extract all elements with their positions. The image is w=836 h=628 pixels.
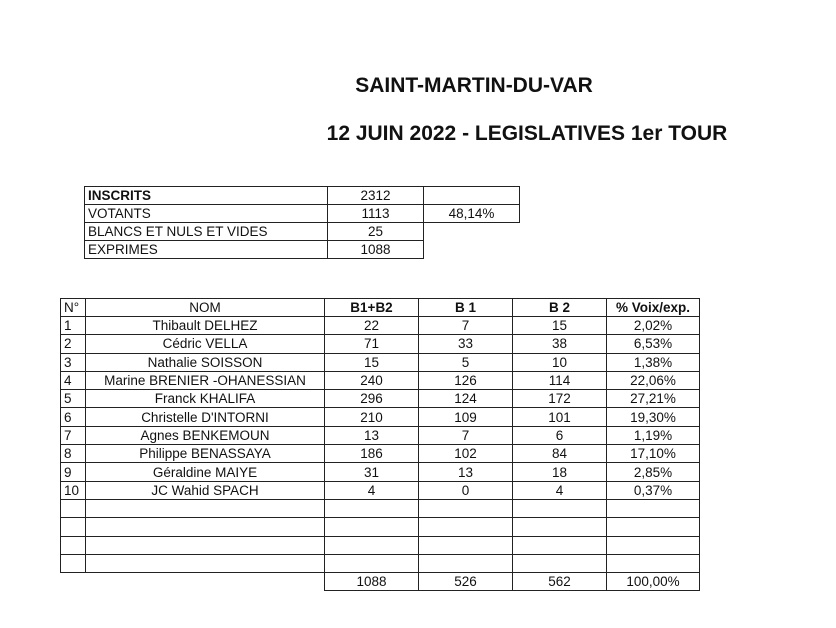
row-no: 3 xyxy=(61,353,86,371)
votes-total: 13 xyxy=(325,426,419,444)
table-row xyxy=(61,463,700,481)
candidate-name: Cédric VELLA xyxy=(86,335,325,353)
summary-row xyxy=(85,205,520,223)
summary-value: 2312 xyxy=(328,187,424,205)
votes-total: 31 xyxy=(325,463,419,481)
empty-cell xyxy=(419,518,513,536)
candidate-name: JC Wahid SPACH xyxy=(86,481,325,499)
summary-row xyxy=(85,187,520,205)
votes-pct: 6,53% xyxy=(607,335,700,353)
votes-b2: 6 xyxy=(513,426,607,444)
candidate-name: Agnes BENKEMOUN xyxy=(86,426,325,444)
empty-cell xyxy=(61,554,86,572)
votes-pct: 1,19% xyxy=(607,426,700,444)
votes-b1: 102 xyxy=(419,445,513,463)
row-no: 5 xyxy=(61,390,86,408)
row-no: 2 xyxy=(61,335,86,353)
empty-row xyxy=(61,536,700,554)
summary-row xyxy=(85,241,520,259)
table-row xyxy=(61,390,700,408)
summary-pct xyxy=(424,187,520,205)
votes-total: 15 xyxy=(325,353,419,371)
col-header-nom: NOM xyxy=(86,299,325,317)
col-header-pct: % Voix/exp. xyxy=(607,299,700,317)
empty-cell xyxy=(325,518,419,536)
votes-pct: 19,30% xyxy=(607,408,700,426)
candidate-name: Nathalie SOISSON xyxy=(86,353,325,371)
table-row xyxy=(61,317,700,335)
votes-b1: 5 xyxy=(419,353,513,371)
candidate-name: Thibault DELHEZ xyxy=(86,317,325,335)
votes-pct: 2,85% xyxy=(607,463,700,481)
votes-b2: 172 xyxy=(513,390,607,408)
votes-b1: 33 xyxy=(419,335,513,353)
row-no: 6 xyxy=(61,408,86,426)
empty-cell xyxy=(607,554,700,572)
totals-blank xyxy=(61,573,86,591)
empty-cell xyxy=(419,554,513,572)
table-row xyxy=(61,353,700,371)
total-votes: 1088 xyxy=(325,573,419,591)
total-pct: 100,00% xyxy=(607,573,700,591)
empty-cell xyxy=(61,518,86,536)
table-row xyxy=(61,335,700,353)
total-b2: 562 xyxy=(513,573,607,591)
table-row xyxy=(61,426,700,444)
candidate-name: Christelle D'INTORNI xyxy=(86,408,325,426)
empty-cell xyxy=(61,536,86,554)
candidate-name: Franck KHALIFA xyxy=(86,390,325,408)
empty-cell xyxy=(419,536,513,554)
summary-label: VOTANTS xyxy=(85,205,328,223)
empty-cell xyxy=(513,536,607,554)
empty-cell xyxy=(419,499,513,517)
results-header-row xyxy=(61,299,700,317)
empty-cell xyxy=(513,518,607,536)
empty-cell xyxy=(86,518,325,536)
votes-total: 240 xyxy=(325,371,419,389)
col-header-b1: B 1 xyxy=(419,299,513,317)
votes-pct: 1,38% xyxy=(607,353,700,371)
votes-total: 71 xyxy=(325,335,419,353)
totals-row xyxy=(61,573,700,591)
results-table xyxy=(60,298,700,591)
votes-b1: 7 xyxy=(419,426,513,444)
table-row xyxy=(61,371,700,389)
row-no: 7 xyxy=(61,426,86,444)
votes-total: 22 xyxy=(325,317,419,335)
votes-b1: 13 xyxy=(419,463,513,481)
votes-b2: 84 xyxy=(513,445,607,463)
votes-total: 186 xyxy=(325,445,419,463)
col-header-total: B1+B2 xyxy=(325,299,419,317)
empty-cell xyxy=(86,536,325,554)
summary-pct xyxy=(424,241,520,259)
votes-total: 296 xyxy=(325,390,419,408)
empty-row xyxy=(61,499,700,517)
votes-b2: 4 xyxy=(513,481,607,499)
empty-cell xyxy=(607,499,700,517)
candidate-name: Philippe BENASSAYA xyxy=(86,445,325,463)
votes-b1: 124 xyxy=(419,390,513,408)
votes-b2: 114 xyxy=(513,371,607,389)
col-header-b2: B 2 xyxy=(513,299,607,317)
summary-value: 1113 xyxy=(328,205,424,223)
votes-b2: 101 xyxy=(513,408,607,426)
empty-cell xyxy=(325,554,419,572)
empty-cell xyxy=(61,499,86,517)
votes-b2: 18 xyxy=(513,463,607,481)
empty-cell xyxy=(513,554,607,572)
empty-cell xyxy=(325,499,419,517)
empty-row xyxy=(61,518,700,536)
votes-b2: 15 xyxy=(513,317,607,335)
votes-b1: 126 xyxy=(419,371,513,389)
empty-row xyxy=(61,554,700,572)
total-b1: 526 xyxy=(419,573,513,591)
votes-pct: 17,10% xyxy=(607,445,700,463)
votes-total: 4 xyxy=(325,481,419,499)
empty-cell xyxy=(325,536,419,554)
votes-pct: 2,02% xyxy=(607,317,700,335)
summary-table xyxy=(84,186,520,259)
summary-pct: 48,14% xyxy=(424,205,520,223)
summary-label: EXPRIMES xyxy=(85,241,328,259)
votes-b1: 0 xyxy=(419,481,513,499)
votes-pct: 0,37% xyxy=(607,481,700,499)
summary-label: BLANCS ET NULS ET VIDES xyxy=(85,223,328,241)
empty-cell xyxy=(86,499,325,517)
summary-value: 25 xyxy=(328,223,424,241)
row-no: 4 xyxy=(61,371,86,389)
votes-pct: 22,06% xyxy=(607,371,700,389)
summary-pct xyxy=(424,223,520,241)
votes-b1: 7 xyxy=(419,317,513,335)
table-row xyxy=(61,408,700,426)
summary-label: INSCRITS xyxy=(85,187,328,205)
votes-pct: 27,21% xyxy=(607,390,700,408)
row-no: 8 xyxy=(61,445,86,463)
row-no: 1 xyxy=(61,317,86,335)
empty-cell xyxy=(607,536,700,554)
empty-cell xyxy=(513,499,607,517)
row-no: 9 xyxy=(61,463,86,481)
table-row xyxy=(61,481,700,499)
empty-cell xyxy=(86,554,325,572)
totals-blank xyxy=(86,573,325,591)
votes-total: 210 xyxy=(325,408,419,426)
summary-row xyxy=(85,223,520,241)
candidate-name: Géraldine MAIYE xyxy=(86,463,325,481)
row-no: 10 xyxy=(61,481,86,499)
empty-cell xyxy=(607,518,700,536)
col-header-no: N° xyxy=(61,299,86,317)
election-title: 12 JUIN 2022 - LEGISLATIVES 1er TOUR xyxy=(326,122,728,145)
votes-b1: 109 xyxy=(419,408,513,426)
commune-title: SAINT-MARTIN-DU-VAR xyxy=(355,74,593,97)
table-row xyxy=(61,445,700,463)
votes-b2: 10 xyxy=(513,353,607,371)
candidate-name: Marine BRENIER -OHANESSIAN xyxy=(86,371,325,389)
summary-value: 1088 xyxy=(328,241,424,259)
votes-b2: 38 xyxy=(513,335,607,353)
